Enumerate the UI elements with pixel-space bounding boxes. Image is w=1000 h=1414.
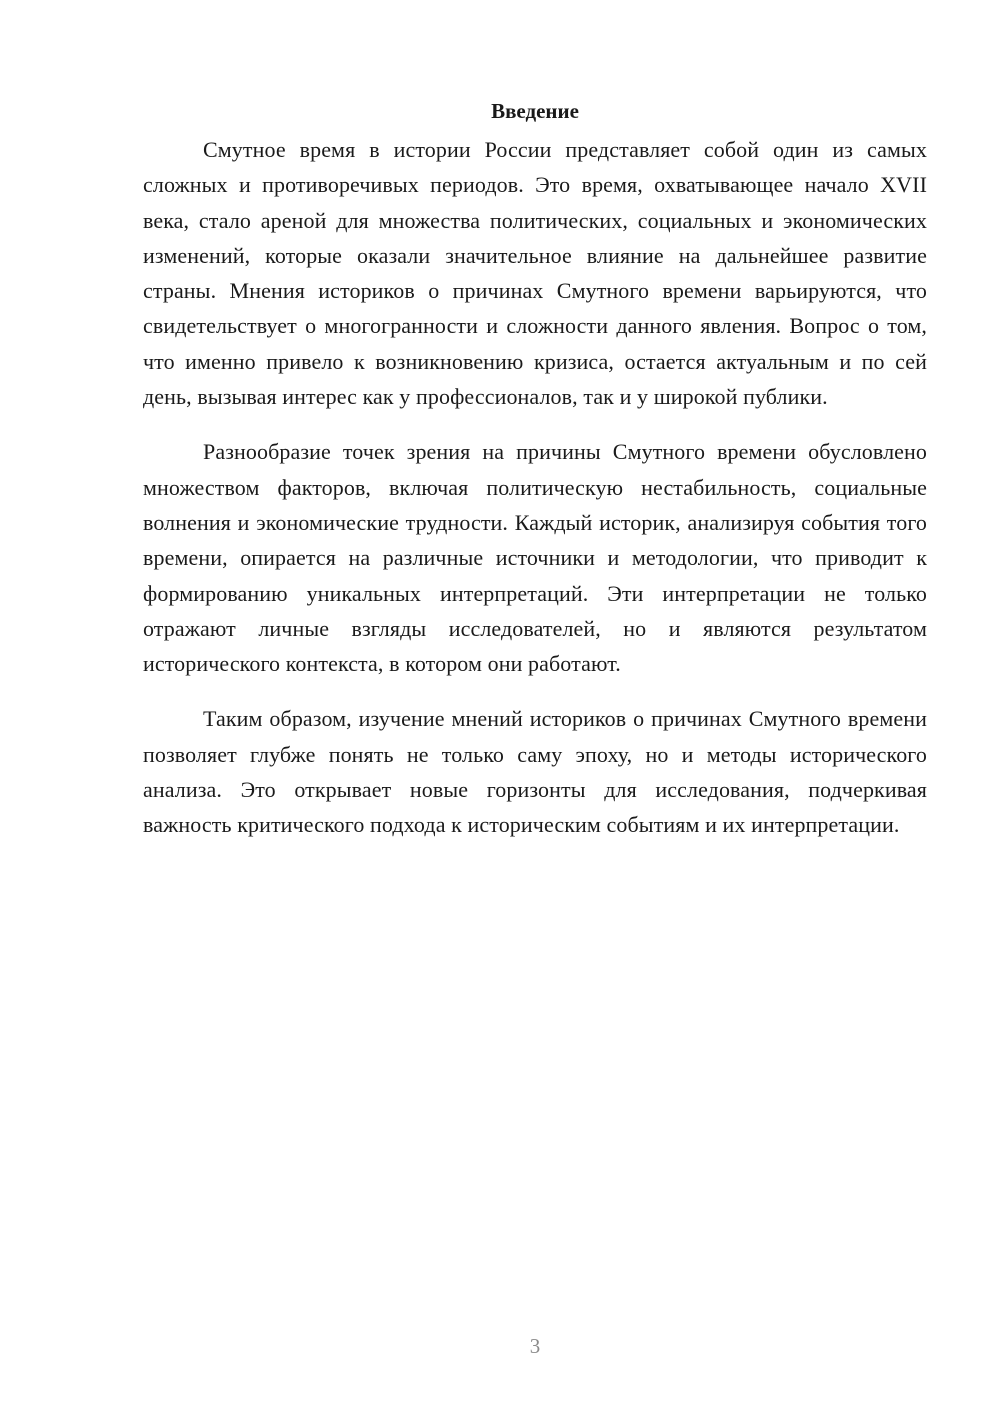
paragraph-2: Разнообразие точек зрения на причины Смутного времени обусловлено множеством факторов, включая политическую нестабильность, социальные волнения и экономические трудности. Каждый историк, анализируя события того времени, опирается на различные источники и методологии, что приводит к формированию уникальных интерпретаций. Эти интерпретации не только отражают личные взгляды исследователей, но и являются результатом исторического контекста, в котором они работают. [143, 439, 927, 677]
paragraph-1: Смутное время в истории России представляет собой один из самых сложных и противоречивых периодов. Это время, охватывающее начало XVII века, стало ареной для множества политических, социальных и экономических изменений, которые оказали значительное влияние на дальнейшее развитие страны. Мнения историков о причинах Смутного времени варьируются, что свидетельствует о многогранности и сложности данного явления. Вопрос о том, что именно привело к возникновению кризиса, остается актуальным и по сей день, вызывая интерес как у профессионалов, так и у широкой публики. [143, 137, 927, 410]
page-content [143, 96, 927, 863]
page-number: 3 [529, 1334, 541, 1358]
paragraph-3: Таким образом, изучение мнений историков о причинах Смутного времени позволяет глубже понять не только саму эпоху, но и методы исторического анализа. Это открывает новые горизонты для исследования, подчеркивая важность критического подхода к историческим событиям и их интерпретации. [143, 706, 927, 838]
section-title: Введение [491, 99, 579, 123]
